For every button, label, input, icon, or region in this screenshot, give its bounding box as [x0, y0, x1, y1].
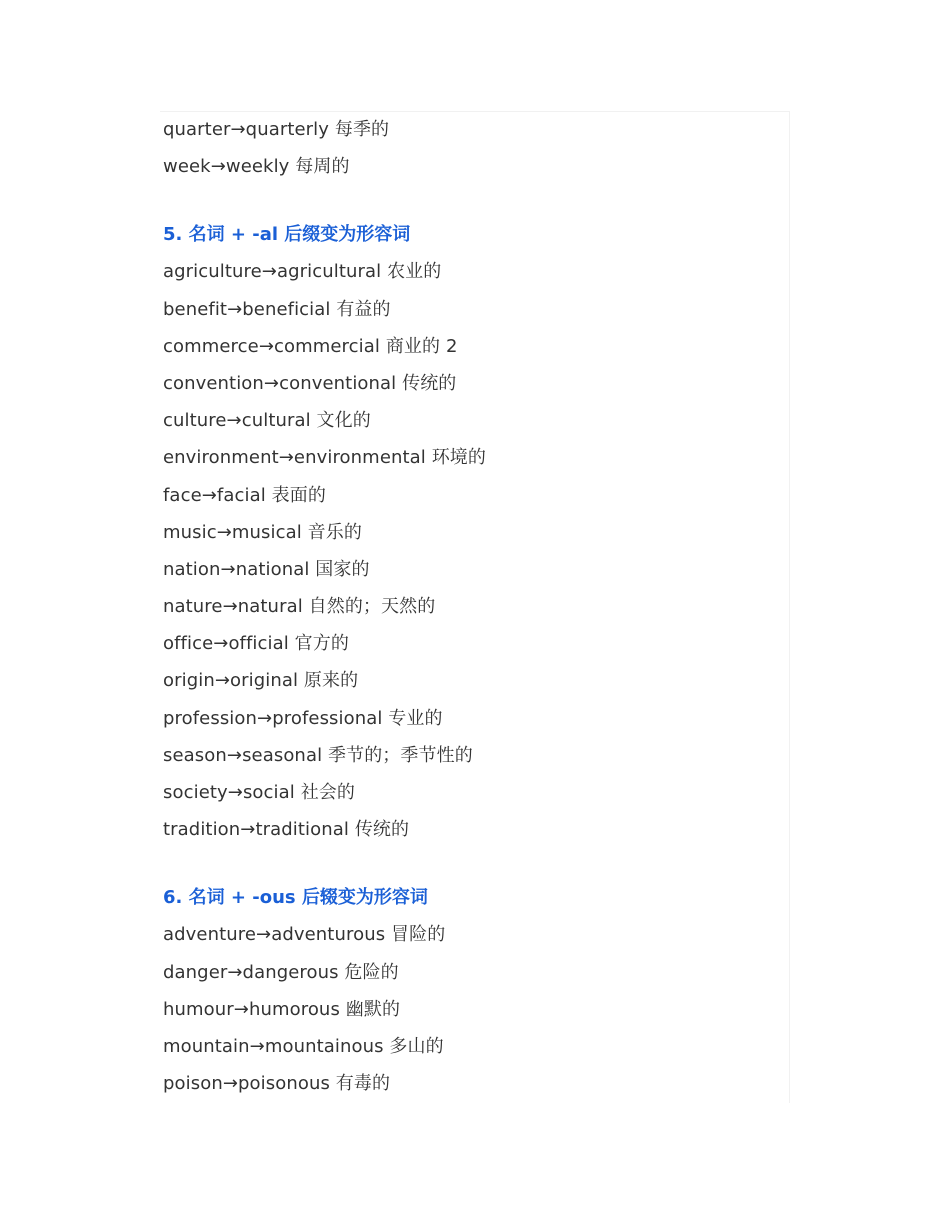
list-item: office→official 官方的: [163, 633, 349, 655]
document-content: [163, 111, 783, 1102]
section-6: [163, 879, 783, 1102]
list-item: profession→professional 专业的: [163, 707, 443, 729]
list-item: face→facial 表面的: [163, 484, 326, 506]
list-item: mountain→mountainous 多山的: [163, 1035, 444, 1057]
list-item: week→weekly 每周的: [163, 156, 350, 178]
list-item: nature→natural 自然的；天然的: [163, 596, 436, 618]
section-5: [163, 216, 783, 848]
list-item: danger→dangerous 危险的: [163, 961, 399, 983]
list-item: tradition→traditional 传统的: [163, 819, 410, 841]
list-item: music→musical 音乐的: [163, 521, 362, 543]
top-word-list: [163, 111, 783, 185]
list-item: origin→original 原来的: [163, 670, 359, 692]
list-item: agriculture→agricultural 农业的: [163, 261, 442, 283]
list-item: quarter→quarterly 每季的: [163, 119, 390, 140]
list-item: poison→poisonous 有毒的: [163, 1073, 391, 1095]
list-item: commerce→commercial 商业的 2: [163, 335, 458, 357]
list-item: convention→conventional 传统的: [163, 372, 457, 394]
spacer: [163, 848, 783, 879]
list-item: benefit→beneficial 有益的: [163, 298, 391, 320]
spacer: [163, 185, 783, 216]
section-heading: 6. 名词 + -ous 后辍变为形容词: [163, 887, 428, 909]
list-item: culture→cultural 文化的: [163, 410, 371, 432]
list-item: adventure→adventurous 冒险的: [163, 924, 446, 946]
section-heading: 5. 名词 + -al 后缀变为形容词: [163, 224, 411, 246]
list-item: humour→humorous 幽默的: [163, 998, 401, 1020]
list-item: environment→environmental 环境的: [163, 447, 487, 469]
list-item: season→seasonal 季节的；季节性的: [163, 744, 473, 766]
list-item: nation→national 国家的: [163, 558, 370, 580]
list-item: society→social 社会的: [163, 782, 355, 803]
